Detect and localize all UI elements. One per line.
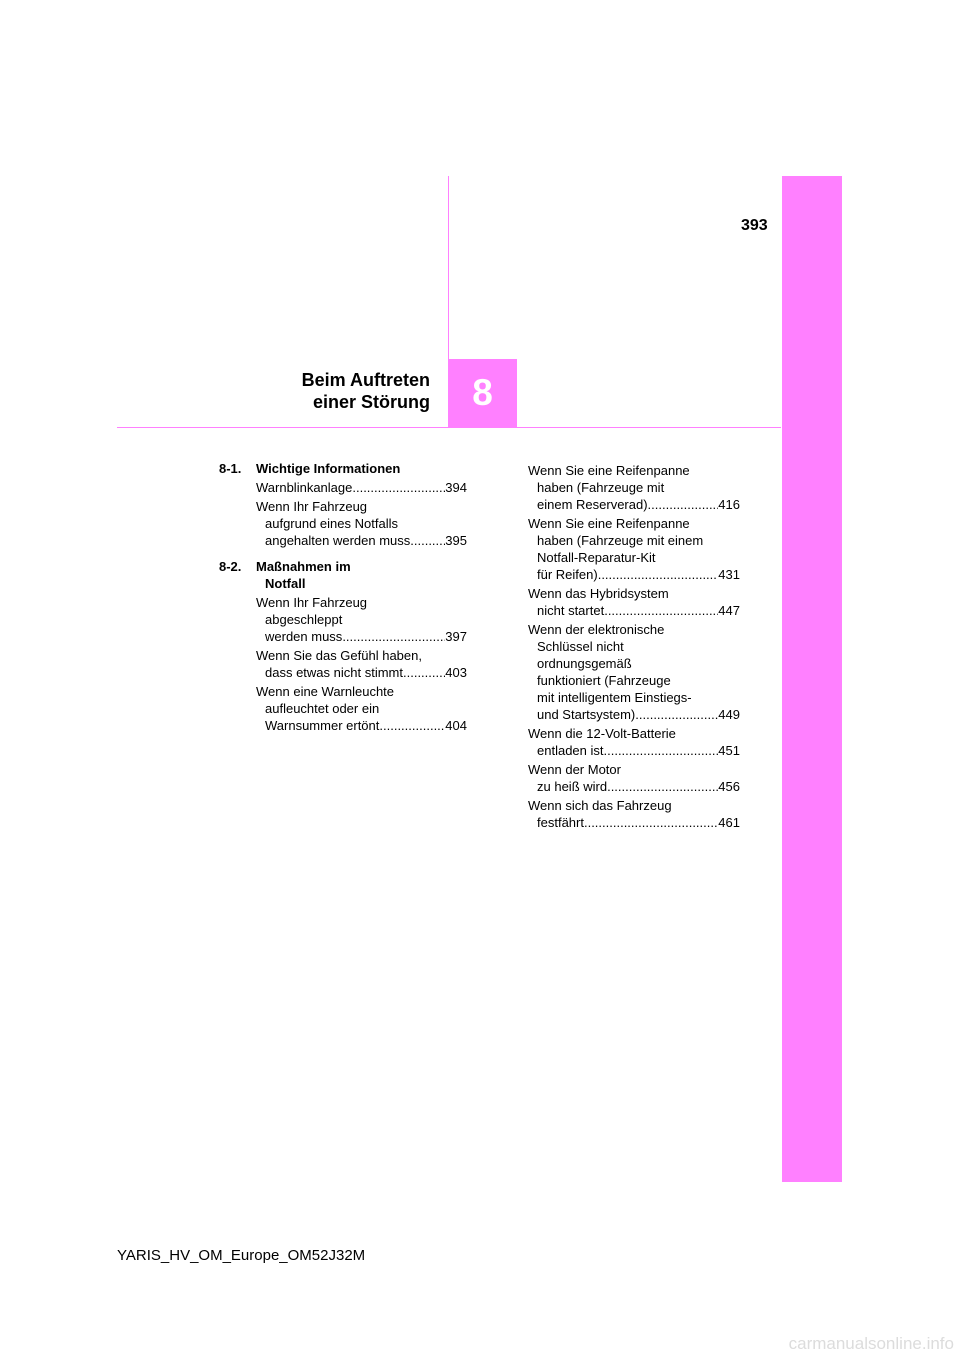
toc-entry-text: für Reifen): [537, 567, 598, 582]
dot-leader: [410, 532, 445, 549]
toc-page-number: 449: [718, 707, 740, 722]
section-title: Wichtige Informationen: [256, 461, 401, 476]
toc-entry-last-line: [528, 742, 740, 759]
dot-leader: [607, 778, 718, 795]
dot-leader: [635, 706, 718, 723]
toc-entry[interactable]: [528, 621, 740, 723]
toc-entry-continuation: aufgrund eines Notfalls: [265, 516, 398, 531]
toc-entry-text: entladen ist: [537, 743, 604, 758]
toc-entry-text: und Startsystem): [537, 707, 636, 722]
toc-entry-text: zu heiß wird: [537, 779, 608, 794]
dot-leader: [604, 602, 718, 619]
toc-entry-continuation: haben (Fahrzeuge mit: [537, 480, 665, 495]
section-title-continuation: Notfall: [265, 576, 306, 591]
toc-page-number: 404: [445, 718, 467, 733]
horizontal-rule: [117, 427, 781, 428]
toc-page-number: 456: [718, 779, 740, 794]
toc-entry-last-line: [256, 479, 467, 496]
toc-page-number: 431: [718, 567, 740, 582]
toc-entry-text: dass etwas nicht stimmt: [265, 665, 403, 680]
dot-leader: [648, 496, 719, 513]
section-title: Maßnahmen im: [256, 559, 351, 574]
toc-entry[interactable]: [219, 683, 467, 734]
chapter-title-line1: Beim Auftreten: [301, 370, 430, 390]
toc-entry-title: Wenn Ihr Fahrzeug: [256, 595, 368, 610]
toc-entry-continuation: funktioniert (Fahrzeuge: [537, 673, 671, 688]
toc-entry-last-line: [256, 664, 467, 681]
toc-page-number: 403: [445, 665, 467, 680]
toc-entry-title: Wenn die 12-Volt-Batterie: [528, 726, 676, 741]
toc-entry-title: Wenn der Motor: [528, 762, 621, 777]
toc-page-number: 395: [445, 533, 467, 548]
toc-entry[interactable]: [219, 479, 467, 496]
toc-entry-continuation: mit intelligentem Einstiegs-: [537, 690, 692, 705]
toc-entry[interactable]: [528, 515, 740, 583]
toc-entry-title: Wenn sich das Fahrzeug: [528, 798, 672, 813]
toc-entry[interactable]: [528, 725, 740, 759]
toc-entry[interactable]: [528, 797, 740, 831]
section-spacer: [219, 549, 467, 558]
toc-entry-text: angehalten werden muss: [265, 533, 411, 548]
page-number: 393: [741, 217, 768, 234]
toc-entry-continuation: ordnungsgemäß: [537, 656, 632, 671]
chapter-title: [302, 369, 430, 413]
toc-entry-title: Wenn Sie eine Reifenpanne: [528, 516, 690, 531]
toc-page-number: 447: [718, 603, 740, 618]
toc-entry-continuation: abgeschleppt: [265, 612, 343, 627]
dot-leader: [598, 566, 719, 583]
chapter-number-badge: 8: [448, 359, 517, 427]
toc-entry-title: Wenn Sie eine Reifenpanne: [528, 463, 690, 478]
toc-page-number: 397: [445, 629, 467, 644]
toc-entry-last-line: [256, 717, 467, 734]
toc-entry-text: werden muss: [265, 629, 343, 644]
toc-entry-last-line: [528, 706, 740, 723]
toc-entry-last-line: [256, 628, 467, 645]
toc-entry-title: Wenn Ihr Fahrzeug: [256, 499, 368, 514]
section-number: 8-2.: [219, 559, 242, 574]
chapter-side-tab: [782, 176, 842, 1182]
watermark-site: carmanualsonline.info: [788, 1334, 954, 1353]
section-heading: [219, 558, 467, 592]
toc-entry-continuation: Notfall-Reparatur-Kit: [537, 550, 656, 565]
toc-right-column: [528, 460, 740, 831]
section-number: 8-1.: [219, 461, 242, 476]
toc-entry-continuation: haben (Fahrzeuge mit einem: [537, 533, 704, 548]
toc-page-number: 416: [718, 497, 740, 512]
dot-leader: [584, 814, 718, 831]
toc-page-number: 461: [718, 815, 740, 830]
toc-entry-title: Wenn das Hybridsystem: [528, 586, 669, 601]
document-code: YARIS_HV_OM_Europe_OM52J32M: [117, 1247, 366, 1264]
chapter-title-line2: einer Störung: [312, 392, 430, 412]
section-heading: [219, 460, 467, 477]
toc-entry[interactable]: [219, 647, 467, 681]
dot-leader: [604, 742, 719, 759]
toc-entry-text: Warnsummer ertönt: [265, 718, 380, 733]
dot-leader: [352, 479, 445, 496]
toc-page-number: 451: [718, 743, 740, 758]
toc-entry[interactable]: [219, 498, 467, 549]
toc-entry-last-line: [528, 778, 740, 795]
toc-entry-text: nicht startet: [537, 603, 605, 618]
toc-entry-last-line: [528, 814, 740, 831]
vertical-rule: [448, 176, 449, 359]
toc-entry-title: Wenn eine Warnleuchte: [256, 684, 395, 699]
toc-entry-text: Warnblinkanlage: [256, 480, 353, 495]
toc-entry[interactable]: [528, 462, 740, 513]
toc-entry[interactable]: [528, 761, 740, 795]
toc-entry[interactable]: [219, 594, 467, 645]
dot-leader: [379, 717, 445, 734]
toc-entry-title: Wenn Sie das Gefühl haben,: [256, 648, 422, 663]
dot-leader: [342, 628, 445, 645]
toc-entry-continuation: aufleuchtet oder ein: [265, 701, 380, 716]
dot-leader: [403, 664, 445, 681]
toc-entry[interactable]: [528, 585, 740, 619]
toc-entry-text: einem Reserverad): [537, 497, 648, 512]
toc-entry-last-line: [256, 532, 467, 549]
toc-entry-last-line: [528, 566, 740, 583]
toc-left-column: [219, 460, 467, 734]
toc-entry-title: Wenn der elektronische: [528, 622, 665, 637]
toc-entry-last-line: [528, 602, 740, 619]
toc-page-number: 394: [445, 480, 467, 495]
toc-entry-last-line: [528, 496, 740, 513]
toc-entry-continuation: Schlüssel nicht: [537, 639, 624, 654]
toc-entry-text: festfährt: [537, 815, 584, 830]
